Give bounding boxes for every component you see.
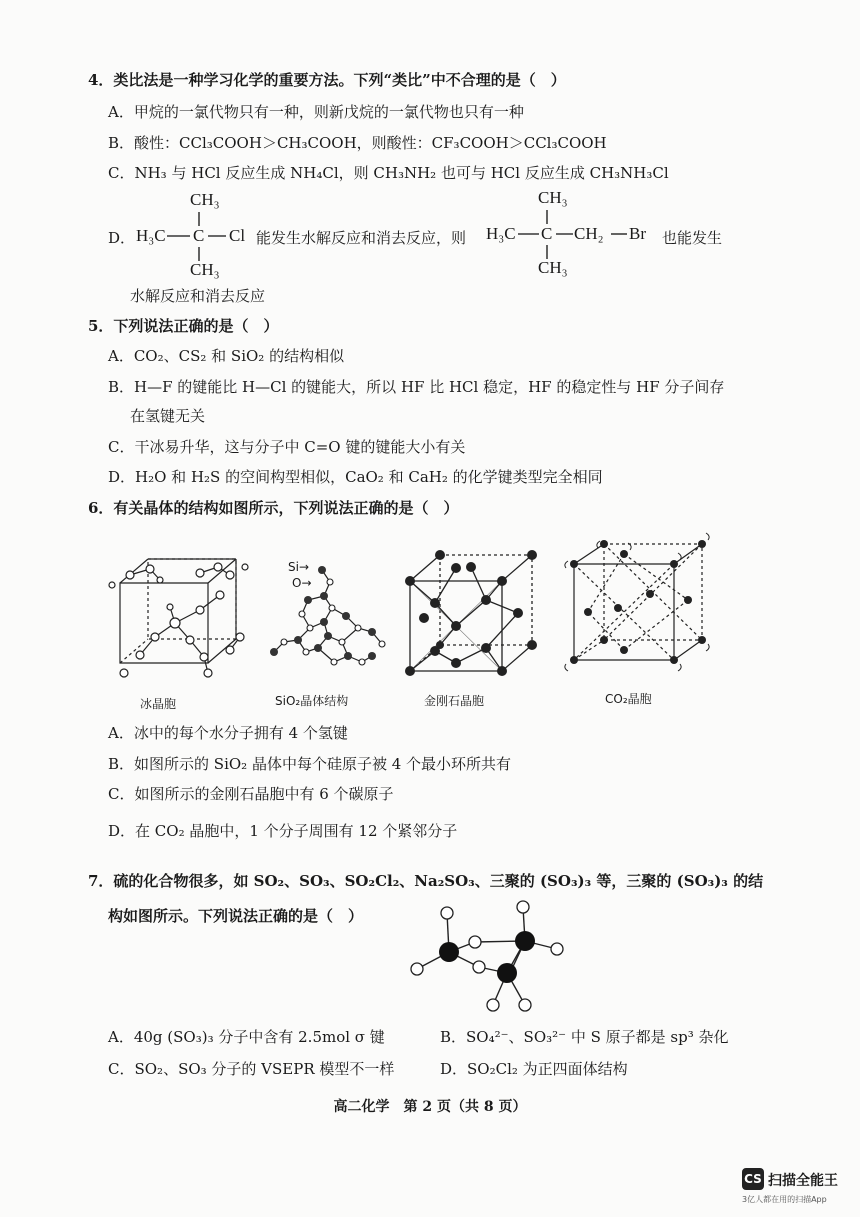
struct2-left: H₃C — [486, 224, 516, 243]
caption-diamond: 金刚石晶胞 — [424, 694, 485, 708]
q7-option-a: A．40g (SO₃)₃ 分子中含有 2.5mol σ 键 — [108, 1028, 385, 1046]
si-label: Si→ — [288, 560, 310, 574]
caption-sio2: SiO₂晶体结构 — [275, 694, 349, 708]
camscanner-name: 扫描全能王 — [768, 1173, 838, 1189]
q7-stem-line2: 构如图所示。下列说法正确的是（ ） — [108, 907, 364, 925]
q4-option-d-mid: 能发生水解反应和消去反应，则 — [256, 229, 467, 247]
q5-option-b-line1: B．H—F 的键能比 H—Cl 的键能大，所以 HF 比 HCl 稳定，HF 的稳定性与 HF 分子间存 — [108, 378, 725, 396]
q6-option-a: A．冰中的每个水分子拥有 4 个氢键 — [108, 724, 348, 742]
struct2-ch2: CH₂ — [574, 224, 604, 243]
caption-ice: 冰晶胞 — [140, 697, 177, 711]
camscanner-logo-icon: CS — [742, 1168, 764, 1190]
struct2-top: CH₃ — [538, 188, 568, 207]
q4-option-d-end: 也能发生 — [662, 229, 723, 247]
q7-option-c: C．SO₂、SO₃ 分子的 VSEPR 模型不一样 — [108, 1060, 395, 1078]
q7-option-b: B．SO₄²⁻、SO₃²⁻ 中 S 原子都是 sp³ 杂化 — [440, 1028, 729, 1046]
q4-option-a: A．甲烷的一氯代物只有一种，则新戊烷的一氯代物也只有一种 — [108, 103, 524, 121]
struct2-right: Br — [629, 224, 646, 243]
ice-unit-cell-figure — [100, 545, 250, 690]
q4-stem: 4．类比法是一种学习化学的重要方法。下列“类比”中不合理的是（ ） — [88, 71, 566, 89]
q4-option-b: B．酸性：CCl₃COOH＞CH₃COOH，则酸性：CF₃COOH＞CCl₃COOH — [108, 134, 607, 152]
q6-option-b: B．如图所示的 SiO₂ 晶体中每个硅原子被 4 个最小环所共有 — [108, 755, 512, 773]
q6-stem: 6．有关晶体的结构如图所示，下列说法正确的是（ ） — [88, 499, 459, 517]
q4-option-c: C．NH₃ 与 HCl 反应生成 NH₄Cl，则 CH₃NH₂ 也可与 HCl 反应生成 CH₃NH₃Cl — [108, 164, 669, 182]
struct1-bonds — [130, 185, 250, 280]
co2-unit-cell-figure — [562, 532, 717, 677]
o-label: O→ — [292, 576, 312, 590]
struct1-left: H₃C — [136, 226, 166, 245]
camscanner-tagline: 3亿人都在用的扫描App — [742, 1195, 827, 1204]
sio2-structure-figure — [262, 556, 392, 671]
q7-stem-line1: 7．硫的化合物很多，如 SO₂、SO₃、SO₂Cl₂、Na₂SO₃、三聚的 (SO₃)₃ 等，三聚的 (SO₃)₃ 的结 — [88, 872, 764, 890]
struct1-right: Cl — [229, 226, 246, 245]
q5-option-a: A．CO₂、CS₂ 和 SiO₂ 的结构相似 — [108, 347, 345, 365]
q6-option-c: C．如图所示的金刚石晶胞中有 6 个碳原子 — [108, 785, 394, 803]
q4-option-d-cont: 水解反应和消去反应 — [130, 287, 266, 305]
q6-option-d: D．在 CO₂ 晶胞中，1 个分子周围有 12 个紧邻分子 — [108, 822, 458, 840]
struct1-top: CH₃ — [190, 190, 220, 209]
struct1-bottom: CH₃ — [190, 260, 220, 279]
page-footer: 高二化学 第 2 页（共 8 页） — [333, 1099, 527, 1115]
struct2-bottom: CH₃ — [538, 258, 568, 277]
diamond-unit-cell-figure — [400, 543, 550, 683]
struct2-center: C — [541, 224, 553, 243]
q5-option-c: C．干冰易升华，这与分子中 C=O 键的键能大小有关 — [108, 438, 466, 456]
q4-option-d-prefix: D． — [108, 229, 136, 247]
q5-stem: 5．下列说法正确的是（ ） — [88, 317, 279, 335]
struct2-bonds — [480, 183, 660, 278]
caption-co2: CO₂晶胞 — [605, 692, 652, 706]
struct1-center: C — [193, 226, 205, 245]
q5-option-d: D．H₂O 和 H₂S 的空间构型相似，CaO₂ 和 CaH₂ 的化学键类型完全相同 — [108, 468, 603, 486]
q7-option-d: D．SO₂Cl₂ 为正四面体结构 — [440, 1060, 628, 1078]
q5-option-b-line2: 在氢键无关 — [130, 407, 206, 425]
so3-trimer-structure-figure — [405, 895, 575, 1035]
